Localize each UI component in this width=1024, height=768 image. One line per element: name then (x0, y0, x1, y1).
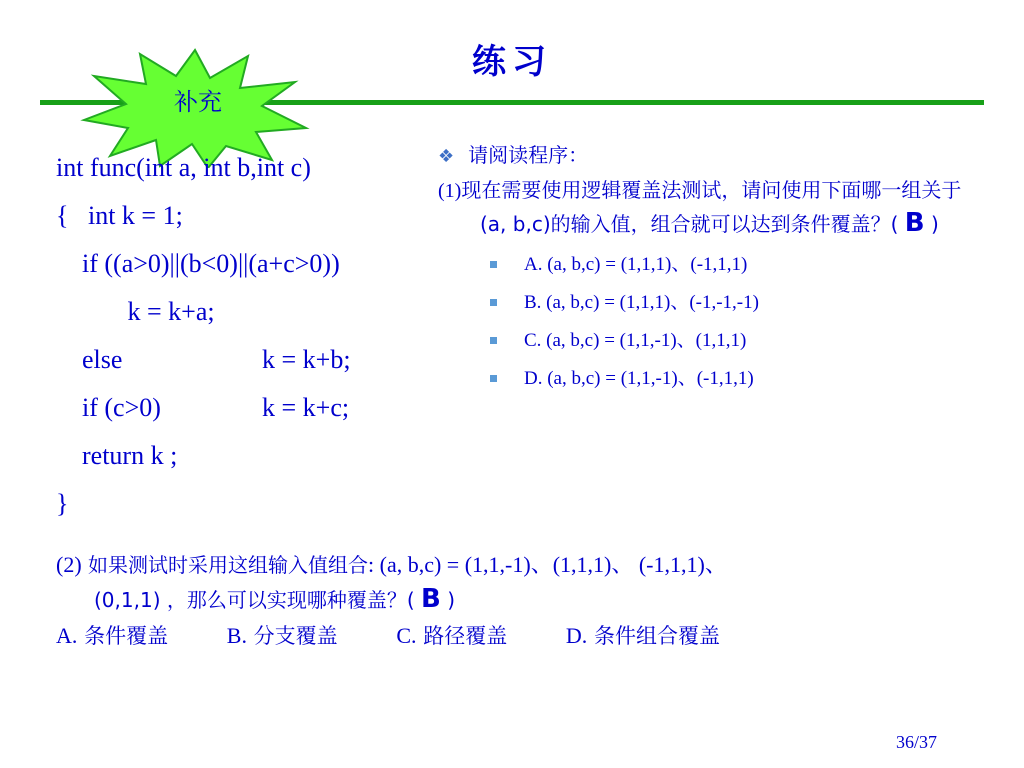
square-bullet-icon (490, 375, 497, 382)
choice-item: B. 分支覆盖 (226, 623, 338, 648)
question-2 (56, 548, 976, 617)
code-line: } (56, 489, 69, 518)
question-2-line-2 (56, 582, 976, 617)
code-keyword: else (56, 345, 123, 374)
square-bullet-icon (490, 261, 497, 268)
slide-title: 练习 (472, 42, 552, 82)
code-line (56, 336, 351, 384)
question-2-values: : (a, b,c) = (1,1,-1)、(1,1,1)、 (-1,1,1)、 (368, 552, 727, 577)
badge-label: 补充 (174, 88, 222, 116)
choice-item: C. 路径覆盖 (396, 623, 508, 648)
choice-item: D. 条件组合覆盖 (565, 623, 720, 648)
square-bullet-icon (490, 299, 497, 306)
option-list (490, 246, 978, 398)
question-1-close: ) (930, 212, 939, 236)
question-2-close: ) (447, 588, 456, 612)
question-2-line-1 (56, 548, 976, 582)
question-2-number: (2) (56, 552, 82, 577)
question-1-number: (1) (438, 180, 462, 202)
code-line (56, 384, 350, 432)
code-line: { int k = 1; (56, 201, 183, 230)
intro-text: 请阅读程序： (468, 143, 589, 167)
code-keyword: if (c>0) (56, 393, 161, 422)
question-panel (438, 140, 978, 398)
question-2-text-2: (0,1,1) ，那么可以实现哪种覆盖？( (94, 588, 415, 612)
question-1-answer: B (904, 208, 925, 238)
diamond-bullet-icon: ❖ (438, 146, 455, 167)
page-number: 36/37 (896, 732, 938, 752)
code-line: int func(int a, int b,int c) (56, 153, 311, 182)
square-bullet-icon (490, 337, 497, 344)
code-stmt: k = k+b; (262, 345, 351, 374)
code-line: k = k+a; (56, 297, 215, 326)
question-1 (438, 174, 978, 240)
intro-line (438, 140, 978, 172)
question-2-answer: B (421, 584, 441, 614)
option-item: B. (a, b,c) = (1,1,1)、(-1,-1,-1) (490, 284, 978, 322)
code-line: return k ; (56, 441, 178, 470)
option-item: A. (a, b,c) = (1,1,1)、(-1,1,1) (490, 246, 978, 284)
choice-item: A. 条件覆盖 (56, 623, 169, 648)
question-1-text: 现在需要使用逻辑覆盖法测试，请问使用下面哪一组关于(a, b,c)的输入值，组合就可以达到条件覆盖？( (461, 178, 962, 236)
option-item: C. (a, b,c) = (1,1,-1)、(1,1,1) (490, 322, 978, 360)
code-stmt: k = k+c; (262, 393, 350, 422)
code-line: if ((a>0)||(b<0)||(a+c>0)) (56, 249, 340, 278)
choice-row (56, 620, 772, 650)
code-block (56, 144, 351, 528)
option-item: D. (a, b,c) = (1,1,-1)、(-1,1,1) (490, 360, 978, 398)
question-2-text: 如果测试时采用这组输入值组合 (88, 553, 369, 577)
